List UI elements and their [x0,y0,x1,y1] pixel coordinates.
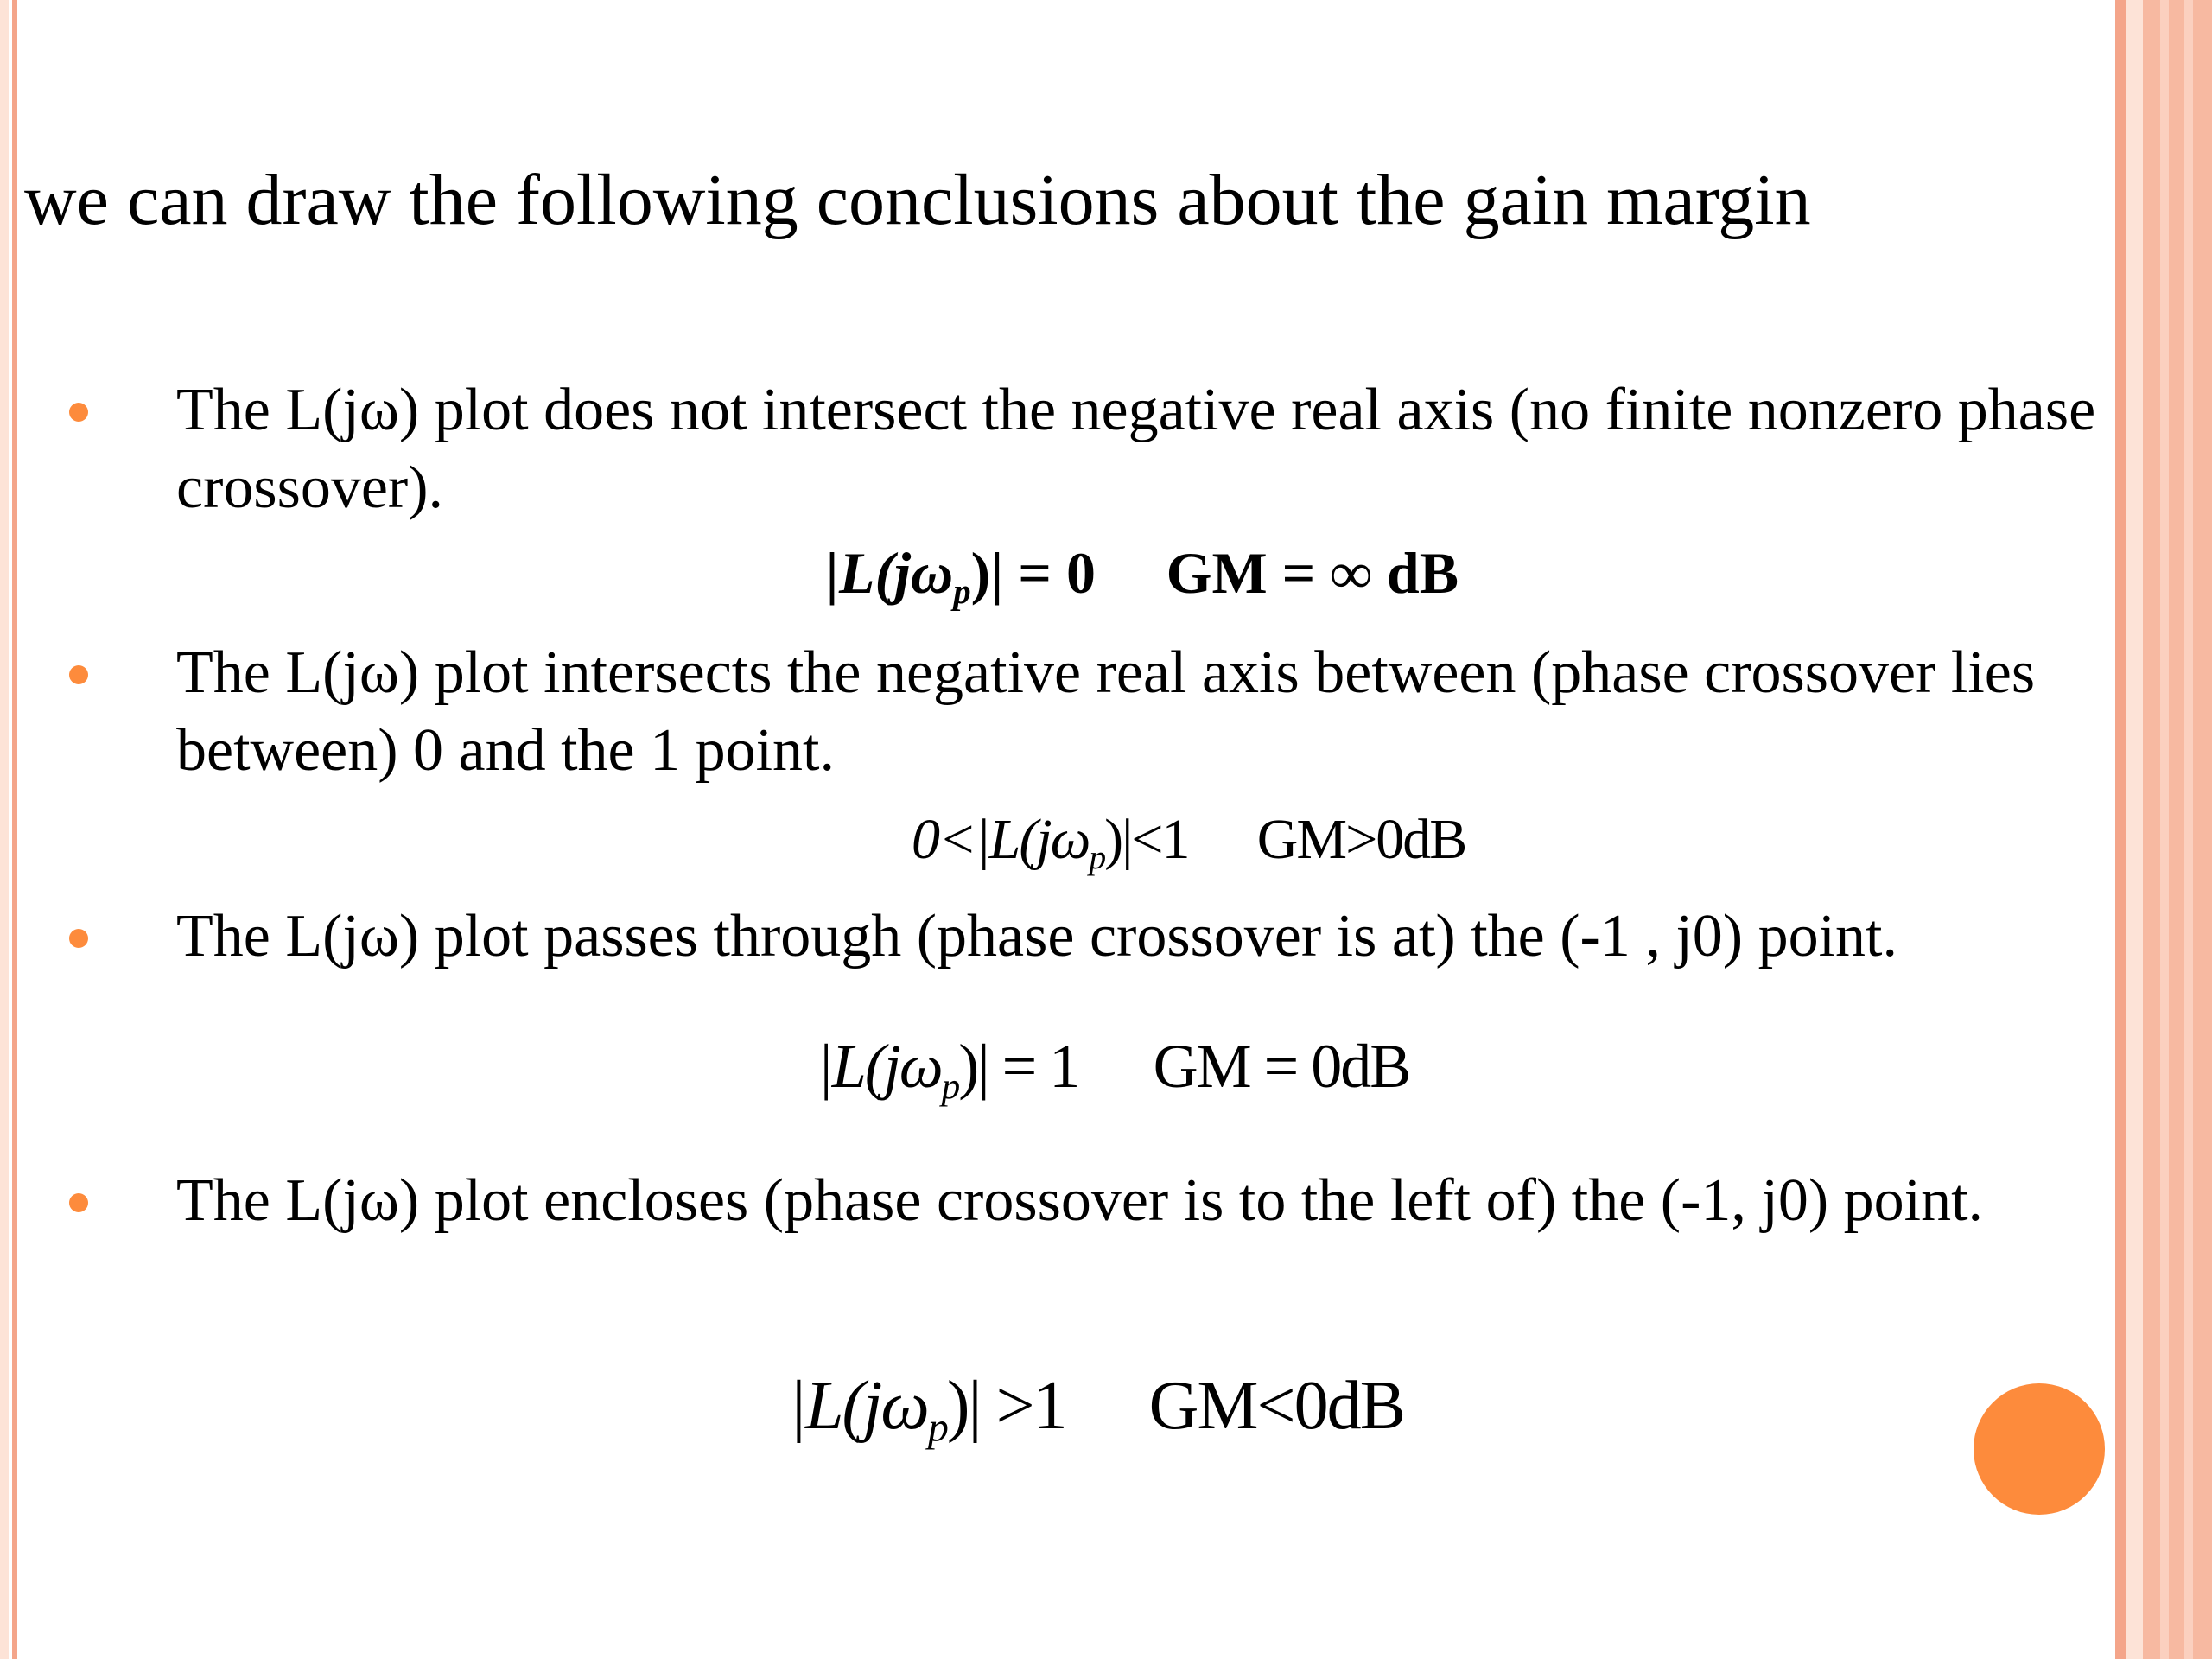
bullet-item [112,634,2126,790]
equation-rhs: )|<1 [1104,808,1189,871]
equation-gm: GM>0dB [1256,808,1466,871]
equation-lhs: 0<|L(jω [912,808,1090,871]
bullet-text: The L(jω) plot does not intersect the negative real axis (no finite nonzero phase crossover). [176,377,2096,521]
bullet-text: The L(jω) plot intersects the negative real axis between (phase crossover lies between) 0 and the 1 point. [176,639,2036,784]
equation-gm: GM<0dB [1148,1368,1405,1444]
decorative-circle-icon [1974,1383,2105,1515]
equation [817,1031,1409,1108]
right-border-line [2184,0,2193,1659]
bullet-dot-icon [69,1193,88,1212]
bullet-text: The L(jω) plot encloses (phase crossover is to the left of) the (-1, j0) point. [176,1167,1984,1234]
bullet-text: The L(jω) plot passes through (phase crossover is at) the (-1 , j0) point. [176,903,1897,969]
intro-text: we can draw the following conclusions about the gain margin [24,160,1811,240]
equation [788,1367,1404,1451]
equation [826,539,1459,612]
right-border-stripe [2115,0,2126,1659]
equation-subscript: p [953,572,971,612]
equation-lhs: |L(jω [817,1032,942,1101]
equation-lhs: |L(jω [788,1368,928,1444]
right-border-band [2143,0,2212,1659]
left-border-stripe [0,0,9,1659]
bullet-item [112,372,2126,527]
equation-lhs: |L(jω [826,540,954,606]
right-border-stripe-light [2126,0,2143,1659]
equation-gm: GM = 0dB [1153,1032,1410,1101]
equation-rhs: )| = 0 [970,540,1096,606]
bullet-item [112,1162,2126,1240]
equation-subscript: p [941,1065,959,1107]
bullet-dot-icon [69,403,88,422]
bullet-dot-icon [69,929,88,948]
equation-rhs: )| >1 [946,1368,1066,1444]
bullet-item [112,898,2126,976]
equation-rhs: )| = 1 [958,1032,1079,1101]
equation [912,807,1465,877]
left-border-stripe-accent [12,0,17,1659]
equation-subscript: p [927,1404,947,1451]
right-border-line [2160,0,2169,1659]
equation-subscript: p [1089,837,1105,876]
equation-gm: GM = ∞ dB [1166,540,1459,606]
bullet-dot-icon [69,665,88,684]
